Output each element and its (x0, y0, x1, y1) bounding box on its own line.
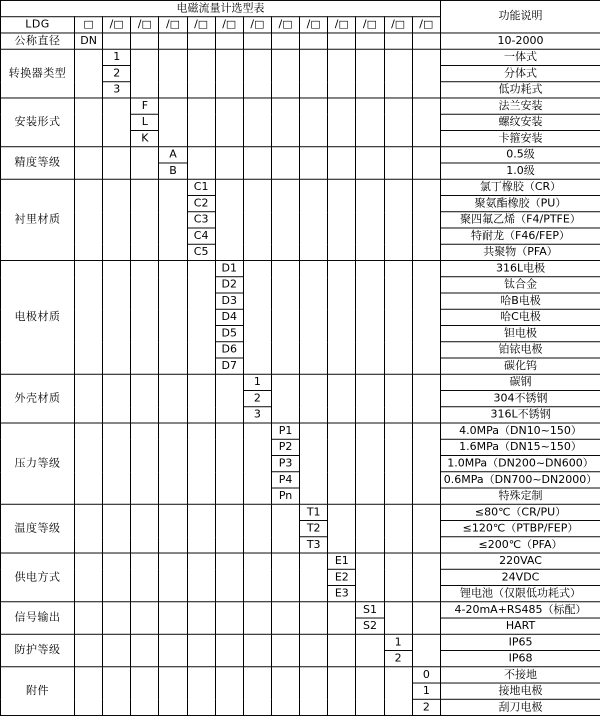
spacer-cell (75, 667, 103, 716)
spacer-cell (384, 374, 412, 423)
option-desc-11-0: IP65 (441, 634, 600, 650)
spacer-cell (271, 179, 299, 260)
spacer-cell (300, 98, 328, 147)
spacer-cell (131, 33, 159, 49)
spacer-cell (243, 179, 271, 260)
spacer-cell (412, 602, 440, 635)
spacer-cell (75, 179, 103, 260)
spacer-cell (356, 504, 384, 553)
option-desc-7-0: 4.0MPa（DN10~150） (441, 423, 600, 439)
row-label-10: 信号输出 (1, 602, 75, 635)
option-desc-5-5: 铂铱电极 (441, 342, 600, 358)
row-label-4: 衬里材质 (1, 179, 75, 260)
spacer-cell (215, 634, 243, 667)
spacer-cell (356, 423, 384, 504)
spacer-cell (103, 260, 131, 374)
spacer-cell (187, 553, 215, 602)
option-code-7-4[interactable]: Pn (271, 488, 299, 504)
option-desc-8-1: ≤120℃（PTBP/FEP） (441, 521, 600, 537)
spacer-cell (412, 260, 440, 374)
spacer-cell (328, 147, 356, 180)
spacer-cell (131, 667, 159, 716)
spacer-cell (243, 33, 271, 49)
spacer-cell (215, 98, 243, 147)
spacer-cell (412, 423, 440, 504)
option-desc-4-3: 特耐龙（F46/FEP） (441, 228, 600, 244)
spacer-cell (384, 423, 412, 504)
model-slot-0[interactable]: □ (75, 17, 103, 33)
option-code-4-3[interactable]: C4 (187, 228, 215, 244)
spacer-cell (271, 33, 299, 49)
option-desc-4-4: 共聚物（PFA） (441, 244, 600, 260)
spacer-cell (328, 179, 356, 260)
spacer-cell (215, 374, 243, 423)
spacer-cell (103, 147, 131, 180)
spacer-cell (187, 147, 215, 180)
spacer-cell (356, 49, 384, 98)
spacer-cell (131, 260, 159, 374)
spacer-cell (328, 602, 356, 635)
spacer-cell (300, 260, 328, 374)
spacer-cell (243, 667, 271, 716)
table-row (1, 504, 600, 520)
model-slot-12[interactable]: /□ (412, 17, 440, 33)
option-code-3-1[interactable]: B (159, 163, 187, 179)
spacer-cell (159, 504, 187, 553)
spacer-cell (412, 634, 440, 667)
option-desc-0-0: 10-2000 (441, 33, 600, 49)
row-label-5: 电极材质 (1, 260, 75, 374)
spacer-cell (384, 260, 412, 374)
spacer-cell (103, 667, 131, 716)
table-row (1, 33, 600, 49)
spacer-cell (215, 602, 243, 635)
model-slot-7[interactable]: /□ (271, 17, 299, 33)
spacer-cell (75, 602, 103, 635)
option-code-6-2[interactable]: 3 (243, 407, 271, 423)
option-code-5-4[interactable]: D5 (215, 325, 243, 341)
option-desc-9-2: 锂电池（仅限低功耗式） (441, 586, 600, 602)
model-slot-10[interactable]: /□ (356, 17, 384, 33)
model-slot-2[interactable]: /□ (131, 17, 159, 33)
spacer-cell (215, 667, 243, 716)
spacer-cell (75, 49, 103, 98)
spacer-cell (412, 98, 440, 147)
spacer-cell (103, 602, 131, 635)
spacer-cell (159, 33, 187, 49)
option-code-2-2[interactable]: K (131, 130, 159, 146)
option-code-5-0[interactable]: D1 (215, 260, 243, 276)
spacer-cell (356, 634, 384, 667)
spacer-cell (215, 49, 243, 98)
spacer-cell (271, 147, 299, 180)
row-label-12: 附件 (1, 667, 75, 716)
spacer-cell (131, 504, 159, 553)
option-desc-6-2: 316L不锈钢 (441, 407, 600, 423)
spacer-cell (187, 423, 215, 504)
option-desc-12-1: 接地电极 (441, 683, 600, 699)
table-row (1, 634, 600, 650)
spacer-cell (159, 634, 187, 667)
row-label-1: 转换器类型 (1, 49, 75, 98)
spacer-cell (187, 634, 215, 667)
spacer-cell (243, 634, 271, 667)
spacer-cell (187, 33, 215, 49)
spacer-cell (103, 374, 131, 423)
option-desc-4-1: 聚氨酯橡胶（PU） (441, 195, 600, 211)
option-code-12-2[interactable]: 2 (412, 699, 440, 715)
spacer-cell (159, 49, 187, 98)
spacer-cell (159, 260, 187, 374)
spacer-cell (159, 98, 187, 147)
table-row (1, 179, 600, 195)
model-prefix: LDG (1, 17, 75, 33)
option-code-9-0[interactable]: E1 (328, 553, 356, 569)
option-code-7-2[interactable]: P3 (271, 456, 299, 472)
spacer-cell (328, 667, 356, 716)
spacer-cell (384, 179, 412, 260)
spacer-cell (215, 147, 243, 180)
option-code-1-1[interactable]: 2 (103, 65, 131, 81)
spacer-cell (300, 553, 328, 602)
spacer-cell (412, 504, 440, 553)
model-slot-11[interactable]: /□ (384, 17, 412, 33)
spacer-cell (243, 423, 271, 504)
option-code-5-5[interactable]: D6 (215, 342, 243, 358)
spacer-cell (243, 504, 271, 553)
spacer-cell (271, 49, 299, 98)
option-code-0-0[interactable]: DN (75, 33, 103, 49)
model-slot-8[interactable]: /□ (300, 17, 328, 33)
option-code-5-3[interactable]: D4 (215, 309, 243, 325)
spacer-cell (103, 553, 131, 602)
spacer-cell (187, 98, 215, 147)
spacer-cell (131, 374, 159, 423)
table-row (1, 667, 600, 683)
option-desc-10-1: HART (441, 618, 600, 634)
spacer-cell (328, 423, 356, 504)
option-code-11-0[interactable]: 1 (384, 634, 412, 650)
option-desc-12-2: 刮刀电极 (441, 699, 600, 715)
spacer-cell (215, 33, 243, 49)
option-code-6-1[interactable]: 2 (243, 391, 271, 407)
option-code-4-0[interactable]: C1 (187, 179, 215, 195)
spacer-cell (103, 179, 131, 260)
table-row (1, 260, 600, 276)
option-code-10-1[interactable]: S2 (356, 618, 384, 634)
spacer-cell (75, 98, 103, 147)
spacer-cell (412, 49, 440, 98)
spacer-cell (243, 147, 271, 180)
option-desc-2-1: 螺纹安装 (441, 114, 600, 130)
spacer-cell (271, 602, 299, 635)
spacer-cell (243, 553, 271, 602)
option-desc-7-4: 特殊定制 (441, 488, 600, 504)
spacer-cell (131, 179, 159, 260)
spacer-cell (215, 504, 243, 553)
model-slot-9[interactable]: /□ (328, 17, 356, 33)
model-slot-4[interactable]: /□ (187, 17, 215, 33)
spacer-cell (384, 667, 412, 716)
spacer-cell (300, 634, 328, 667)
spacer-cell (243, 602, 271, 635)
spacer-cell (328, 634, 356, 667)
spacer-cell (328, 98, 356, 147)
spacer-cell (356, 33, 384, 49)
spacer-cell (243, 98, 271, 147)
option-desc-8-0: ≤80℃（CR/PU） (441, 504, 600, 520)
model-slot-3[interactable]: /□ (159, 17, 187, 33)
description-column-header: 功能说明 (441, 0, 600, 33)
option-desc-7-1: 1.6MPa（DN15~150） (441, 439, 600, 455)
option-desc-2-0: 法兰安装 (441, 98, 600, 114)
option-desc-7-3: 0.6MPa（DN700~DN2000） (441, 472, 600, 488)
spacer-cell (412, 553, 440, 602)
row-label-11: 防护等级 (1, 634, 75, 667)
option-code-4-4[interactable]: C5 (187, 244, 215, 260)
option-desc-11-1: IP68 (441, 651, 600, 667)
option-code-7-0[interactable]: P1 (271, 423, 299, 439)
spacer-cell (356, 374, 384, 423)
spacer-cell (159, 602, 187, 635)
spacer-cell (271, 374, 299, 423)
row-label-8: 温度等级 (1, 504, 75, 553)
spacer-cell (187, 260, 215, 374)
spacer-cell (384, 553, 412, 602)
table-row (1, 374, 600, 390)
table-row (1, 98, 600, 114)
spacer-cell (356, 667, 384, 716)
option-desc-10-0: 4-20mA+RS485（标配） (441, 602, 600, 618)
spacer-cell (187, 667, 215, 716)
spacer-cell (356, 98, 384, 147)
spacer-cell (271, 553, 299, 602)
spacer-cell (384, 98, 412, 147)
option-code-3-0[interactable]: A (159, 147, 187, 163)
option-desc-6-1: 304不锈钢 (441, 391, 600, 407)
spacer-cell (131, 423, 159, 504)
page-title: 电磁流量计选型表 (1, 0, 441, 16)
spacer-cell (131, 147, 159, 180)
option-desc-12-0: 不接地 (441, 667, 600, 683)
spacer-cell (103, 33, 131, 49)
option-code-10-0[interactable]: S1 (356, 602, 384, 618)
spacer-cell (187, 602, 215, 635)
table-row (1, 423, 600, 439)
option-code-2-1[interactable]: L (131, 114, 159, 130)
spacer-cell (75, 423, 103, 504)
option-code-12-0[interactable]: 0 (412, 667, 440, 683)
table-row (1, 553, 600, 569)
option-desc-1-2: 低功耗式 (441, 82, 600, 98)
option-code-5-2[interactable]: D3 (215, 293, 243, 309)
spacer-cell (75, 374, 103, 423)
option-desc-1-0: 一体式 (441, 49, 600, 65)
spacer-cell (103, 634, 131, 667)
spacer-cell (300, 667, 328, 716)
row-label-0: 公称直径 (1, 33, 75, 49)
spacer-cell (384, 602, 412, 635)
spacer-cell (215, 179, 243, 260)
spacer-cell (159, 423, 187, 504)
spacer-cell (131, 553, 159, 602)
spacer-cell (271, 667, 299, 716)
spacer-cell (131, 602, 159, 635)
spacer-cell (243, 49, 271, 98)
spacer-cell (187, 49, 215, 98)
spacer-cell (75, 553, 103, 602)
option-code-1-2[interactable]: 3 (103, 82, 131, 98)
option-desc-3-1: 1.0级 (441, 163, 600, 179)
spacer-cell (131, 634, 159, 667)
row-label-6: 外壳材质 (1, 374, 75, 423)
option-desc-5-1: 钛合金 (441, 277, 600, 293)
spacer-cell (384, 49, 412, 98)
spacer-cell (103, 423, 131, 504)
spacer-cell (384, 33, 412, 49)
spacer-cell (300, 33, 328, 49)
spacer-cell (243, 260, 271, 374)
spacer-cell (328, 33, 356, 49)
option-code-4-1[interactable]: C2 (187, 195, 215, 211)
option-desc-1-1: 分体式 (441, 65, 600, 81)
option-code-8-1[interactable]: T2 (300, 521, 328, 537)
spacer-cell (215, 423, 243, 504)
spacer-cell (75, 634, 103, 667)
option-code-4-2[interactable]: C3 (187, 212, 215, 228)
option-desc-7-2: 1.0MPa（DN200~DN600） (441, 456, 600, 472)
spacer-cell (75, 147, 103, 180)
option-code-9-2[interactable]: E3 (328, 586, 356, 602)
option-code-8-2[interactable]: T3 (300, 537, 328, 553)
spacer-cell (215, 553, 243, 602)
option-desc-4-0: 氯丁橡胶（CR） (441, 179, 600, 195)
spacer-cell (384, 504, 412, 553)
row-label-2: 安装形式 (1, 98, 75, 147)
option-desc-2-2: 卡箍安装 (441, 130, 600, 146)
spacer-cell (187, 504, 215, 553)
spacer-cell (159, 179, 187, 260)
option-code-7-3[interactable]: P4 (271, 472, 299, 488)
table-row (1, 602, 600, 618)
spacer-cell (159, 667, 187, 716)
spacer-cell (384, 147, 412, 180)
option-code-7-1[interactable]: P2 (271, 439, 299, 455)
model-slot-1[interactable]: /□ (103, 17, 131, 33)
spacer-cell (271, 504, 299, 553)
option-code-5-6[interactable]: D7 (215, 358, 243, 374)
spacer-cell (300, 374, 328, 423)
spacer-cell (300, 179, 328, 260)
table-row (1, 49, 600, 65)
spacer-cell (412, 179, 440, 260)
spacer-cell (356, 260, 384, 374)
spacer-cell (271, 634, 299, 667)
spacer-cell (159, 374, 187, 423)
option-code-8-0[interactable]: T1 (300, 504, 328, 520)
spacer-cell (300, 49, 328, 98)
option-code-9-1[interactable]: E2 (328, 569, 356, 585)
option-desc-5-3: 哈C电极 (441, 309, 600, 325)
row-label-3: 精度等级 (1, 147, 75, 180)
option-desc-3-0: 0.5级 (441, 147, 600, 163)
model-slot-5[interactable]: /□ (215, 17, 243, 33)
spacer-cell (187, 374, 215, 423)
option-desc-8-2: ≤200℃（PFA） (441, 537, 600, 553)
option-code-5-1[interactable]: D2 (215, 277, 243, 293)
option-code-1-0[interactable]: 1 (103, 49, 131, 65)
spacer-cell (271, 260, 299, 374)
option-code-12-1[interactable]: 1 (412, 683, 440, 699)
table-row (1, 147, 600, 163)
option-desc-9-0: 220VAC (441, 553, 600, 569)
spacer-cell (131, 49, 159, 98)
spacer-cell (356, 179, 384, 260)
table-header-row (1, 0, 600, 16)
option-desc-6-0: 碳钢 (441, 374, 600, 390)
spacer-cell (300, 423, 328, 504)
spacer-cell (103, 98, 131, 147)
option-desc-9-1: 24VDC (441, 569, 600, 585)
spacer-cell (328, 504, 356, 553)
spacer-cell (412, 33, 440, 49)
option-code-11-1[interactable]: 2 (384, 651, 412, 667)
spacer-cell (328, 260, 356, 374)
spacer-cell (356, 147, 384, 180)
spacer-cell (271, 98, 299, 147)
spacer-cell (328, 49, 356, 98)
model-slot-6[interactable]: /□ (243, 17, 271, 33)
spacer-cell (328, 374, 356, 423)
spacer-cell (356, 553, 384, 602)
spacer-cell (75, 260, 103, 374)
spacer-cell (300, 602, 328, 635)
option-code-6-0[interactable]: 1 (243, 374, 271, 390)
spacer-cell (412, 147, 440, 180)
option-desc-5-0: 316L电极 (441, 260, 600, 276)
spacer-cell (412, 374, 440, 423)
option-desc-5-4: 钽电极 (441, 325, 600, 341)
row-label-9: 供电方式 (1, 553, 75, 602)
option-desc-5-6: 碳化钨 (441, 358, 600, 374)
option-desc-4-2: 聚四氟乙烯（F4/PTFE） (441, 212, 600, 228)
spacer-cell (159, 553, 187, 602)
spacer-cell (300, 147, 328, 180)
spacer-cell (103, 504, 131, 553)
option-desc-5-2: 哈B电极 (441, 293, 600, 309)
row-label-7: 压力等级 (1, 423, 75, 504)
spacer-cell (75, 504, 103, 553)
option-code-2-0[interactable]: F (131, 98, 159, 114)
